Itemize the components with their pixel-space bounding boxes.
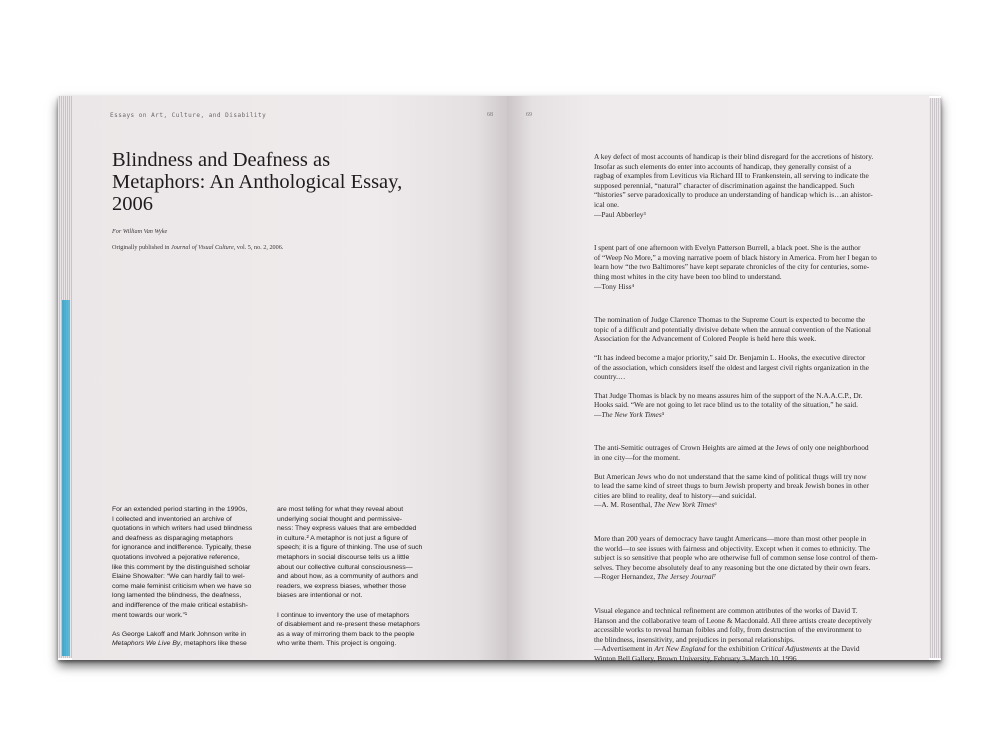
attribution-author: —A. M. Rosenthal, [594, 500, 654, 510]
paragraph [112, 630, 272, 649]
quotation-abberley [594, 152, 894, 219]
text-line: That Judge Thomas is black by no means assures him of the support of the N.A.A.C.P., Dr. [594, 390, 863, 400]
attribution-author: —Roger Hernandez, [594, 572, 658, 582]
text-line: selves. They become absolutely deaf to any reasoning but the one dictated by their own fears. [594, 562, 871, 572]
text-line: A key defect of most accounts of handicap is their blind disregard for the accretions of history. [594, 152, 874, 161]
body-column-1 [112, 505, 272, 659]
text-line: learn how “the two Baltimores” have kept separate chronicles of the city for centuries, some- [594, 262, 870, 272]
text-line: For an extended period starting in the 1990s, [112, 506, 248, 513]
text-line: Hooks said. “We are not going to let race blind us to the totality of the situation,” he said. [594, 400, 858, 410]
text-line: But American Jews who do not understand that the same kind of political thugs will try now [594, 471, 867, 481]
title-line: 2006 [112, 193, 153, 215]
text-line: and about how, as a community of authors and [277, 573, 418, 581]
text-line: topic of a difficult and potentially divisive debate when the annual convention of the National [594, 324, 871, 334]
text-line: as a way of mirroring them back to the people [277, 630, 415, 638]
text-line: readers, we express biases, whether those [277, 582, 407, 590]
text-line: “It has indeed become a major priority,” said Dr. Benjamin L. Hooks, the executive director [594, 352, 866, 362]
journal-name: Journal of Visual Culture [170, 244, 234, 251]
quotations-column [594, 152, 894, 664]
text-fragment: , metaphors like these [180, 640, 247, 648]
text-line: Visual elegance and technical refinement are common attributes of the works of David T. [594, 606, 858, 615]
text-line: Elaine Showalter: “We can hardly fail to wel- [112, 573, 245, 581]
text-line: underlying social thought and permissive- [277, 515, 403, 523]
spacer [594, 382, 894, 391]
body-column-2 [277, 505, 437, 659]
paragraph [277, 505, 437, 601]
spacer [594, 219, 894, 243]
page-number-right: 69 [526, 112, 532, 118]
running-head: Essays on Art, Culture, and Disability [110, 112, 267, 119]
quotation-rosenthal [594, 443, 894, 510]
spacer [594, 510, 894, 534]
quotation-hernandez [594, 534, 894, 582]
attribution [594, 500, 894, 510]
text-line: long lamented the blindness, the deafness, [112, 592, 242, 600]
attribution [594, 644, 894, 654]
text-line: The nomination of Judge Clarence Thomas to the Supreme Court is expected to become the [594, 315, 866, 325]
text-line: biases are intentional or not. [277, 592, 363, 600]
text-line: More than 200 years of democracy have taught Americans—more than most other people in [594, 534, 867, 544]
paragraph [277, 611, 437, 649]
text-line: “histories” serve paradoxically to produce an understanding of handicap which is…an ahistor- [594, 190, 873, 200]
attribution-line: Winton Bell Gallery, Brown University, February 3–March 10, 1996 [594, 653, 797, 663]
source-name: Art New England [654, 644, 706, 654]
source-name: The New York Times⁵ [601, 409, 665, 419]
text-line: As George Lakoff and Mark Johnson write in [112, 630, 246, 638]
text-line: Hanson and the collaborative team of Leone & Macdonald. All three artists create deceptively [594, 615, 872, 625]
text-line: country.… [594, 372, 626, 382]
title-line: Blindness and Deafness as [112, 149, 331, 171]
attribution [594, 410, 894, 420]
text-line: the world—to see issues with fairness and objectivity. Except when it comes to ethnicity. The [594, 543, 870, 553]
book-title: Metaphors We Live By [112, 640, 181, 648]
text-line: thing most whites in the city have been too blind to understand. [594, 271, 782, 281]
text-line: supposed perennial, “natural” character of discrimination against the handicapped. Such [594, 180, 855, 190]
publication-prefix: Originally published in [112, 244, 171, 251]
text-line: The anti-Semitic outrages of Crown Heights are aimed at the Jews of only one neighborhood [594, 443, 869, 453]
attribution: —Tony Hiss⁴ [594, 281, 635, 291]
text-line: about our collective cultural consciousness— [277, 563, 413, 571]
text-line: ment towards our work.”¹ [112, 611, 188, 619]
text-line: I collected and inventoried an archive of [112, 515, 232, 523]
text-line: of disablement and re-present these metaphors [277, 621, 420, 629]
text-line: quotations involved a pejorative reference, [112, 553, 240, 561]
text-line: are most telling for what they reveal about [277, 506, 404, 513]
text-line: I continue to inventory the use of metaphors [277, 611, 410, 619]
text-line: the blindness, insensitivity, and prejudices in personal relationships. [594, 634, 795, 644]
text-line: to lead the same kind of street thugs to burn Jewish property and break Jewish bones in other [594, 481, 869, 491]
text-fragment: at the David [821, 644, 860, 654]
text-line: Insofar as such elements do enter into accounts of handicap, they generally consist of a [594, 161, 852, 171]
text-line: in culture.² A metaphor is not just a figure of [277, 534, 408, 542]
text-line: of “Weep No More,” a moving narrative poem of black history in America. From her I began to [594, 252, 877, 262]
exhibition-name: Critical Adjustments [760, 644, 822, 654]
text-line: of the association, which considers itself the oldest and largest civil rights organization in the [594, 362, 869, 372]
publication-note [112, 244, 283, 251]
text-line: for ignorance and indifference. Typically, these [112, 544, 252, 552]
quotation-advertisement [594, 606, 894, 664]
text-line: like this comment by the distinguished scholar [112, 563, 251, 571]
right-page-edges [929, 98, 941, 658]
text-fragment: —Advertisement in [594, 644, 655, 654]
page-number-left: 68 [487, 112, 493, 118]
text-line: subject is so sensitive that people who are otherwise full of common sense lose control of them- [594, 553, 878, 563]
spacer [594, 344, 894, 353]
text-line: who write them. This project is ongoing. [277, 640, 397, 648]
text-line [112, 639, 272, 649]
text-line: come male feminist criticism when we have so [112, 582, 252, 590]
publication-suffix: , vol. 5, no. 2, 2006. [233, 244, 284, 251]
quotation-nyt-thomas [594, 315, 894, 419]
text-line: ness: They express values that are embedded [277, 525, 417, 533]
text-line: ical one. [594, 199, 620, 209]
quotation-hiss [594, 243, 894, 291]
paragraph [112, 505, 272, 620]
text-line: quotations in which writers had used blindness [112, 525, 253, 533]
text-line: I spent part of one afternoon with Evelyn Patterson Burrell, a black poet. She is the author [594, 243, 861, 253]
dedication: For William Van Wyke [112, 228, 168, 235]
spacer [594, 463, 894, 472]
text-line: metaphors in social discourse tells us a little [277, 553, 410, 561]
spacer [594, 419, 894, 443]
text-fragment: for the exhibition [705, 644, 761, 654]
text-line: speech; it is a figure of thinking. The use of such [277, 544, 423, 552]
text-line: ragbag of examples from Leviticus via Richard III to Frankenstein, all serving to indicate the [594, 171, 869, 181]
attribution [594, 572, 894, 582]
essay-title [112, 149, 482, 215]
attribution: —Paul Abberley³ [594, 209, 646, 219]
spacer [594, 582, 894, 606]
title-line: Metaphors: An Anthological Essay, [112, 171, 403, 193]
text-line: in one city—for the moment. [594, 453, 680, 463]
text-line: and indifference of the male critical establish- [112, 601, 248, 609]
text-line: cities are blind to reality, deaf to history—and suicidal. [594, 490, 757, 500]
source-name: The Jersey Journal⁷ [657, 572, 717, 582]
source-name: The New York Times⁶ [653, 500, 717, 510]
attribution-dash: — [594, 409, 602, 419]
text-line: and deafness as disparaging metaphors [112, 534, 233, 542]
text-line: accessible works to reveal human foibles and folly, from destruction of the environment to [594, 625, 862, 635]
spacer [594, 291, 894, 315]
text-line: Association for the Advancement of Colored People is held here this week. [594, 334, 817, 344]
